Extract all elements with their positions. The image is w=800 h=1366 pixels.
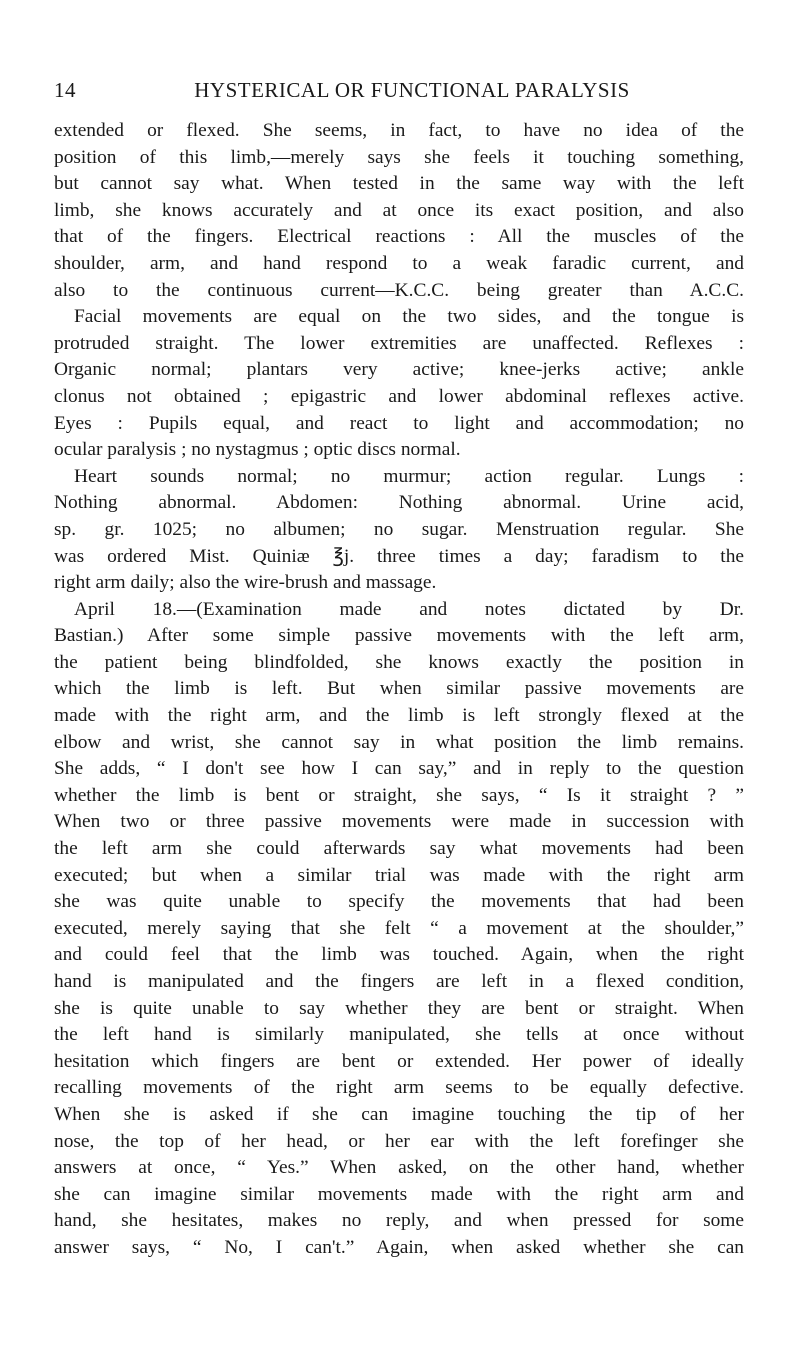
text-line: the left arm she could afterwards say what movements had been [54, 838, 744, 860]
text-line: she is quite unable to say whether they are bent or straight. When [54, 997, 744, 1019]
text-line: the left hand is similarly manipulated, she tells at once without [54, 1024, 744, 1046]
text-line: which the limb is left. But when similar passive movements are [54, 678, 744, 700]
text-line: hesitation which fingers are bent or extended. Her power of ideally [54, 1050, 744, 1072]
text-line: the patient being blindfolded, she knows exactly the position in [54, 651, 744, 673]
text-line: she can imagine similar movements made with the right arm and [54, 1183, 744, 1205]
text-line: Bastian.) After some simple passive movements with the left arm, [54, 625, 744, 647]
text-line: right arm daily; also the wire-brush and massage. [54, 572, 437, 594]
text-line: answer says, “ No, I can't.” Again, when asked whether she can [54, 1236, 744, 1258]
text-line: that of the fingers. Electrical reactions : All the muscles of the [54, 226, 744, 248]
text-line: When two or three passive movements were made in succession with [54, 811, 744, 833]
text-line: also to the continuous current—K.C.C. being greater than A.C.C. [54, 279, 744, 301]
text-line: clonus not obtained ; epigastric and lower abdominal reflexes active. [54, 385, 744, 407]
text-line: Nothing abnormal. Abdomen: Nothing abnormal. Urine acid, [54, 492, 744, 514]
text-line: extended or flexed. She seems, in fact, to have no idea of the [54, 120, 744, 141]
text-line: Organic normal; plantars very active; knee-jerks active; ankle [54, 359, 744, 381]
page-number: 14 [54, 78, 76, 102]
text-line: executed; but when a similar trial was made with the right arm [54, 864, 744, 886]
text-line: but cannot say what. When tested in the same way with the left [54, 173, 744, 195]
text-line: hand is manipulated and the fingers are left in a flexed condition, [54, 971, 744, 992]
text-line: sp. gr. 1025; no albumen; no sugar. Menstruation regular. She [54, 518, 744, 540]
text-line: Facial movements are equal on the two sides, and the tongue is [74, 306, 744, 328]
text-line: recalling movements of the right arm seems to be equally defective. [54, 1077, 744, 1099]
text-line: shoulder, arm, and hand respond to a weak faradic current, and [54, 252, 744, 274]
text-line: ocular paralysis ; no nystagmus ; optic discs normal. [54, 439, 461, 461]
text-line: When she is asked if she can imagine touching the tip of her [54, 1103, 744, 1125]
text-line: hand, she hesitates, makes no reply, and when pressed for some [54, 1210, 744, 1232]
text-line: elbow and wrist, she cannot say in what position the limb remains. [54, 731, 744, 753]
text-line: executed, merely saying that she felt “ a movement at the shoulder,” [54, 917, 744, 939]
text-line: limb, she knows accurately and at once its exact position, and also [54, 199, 744, 221]
running-head [54, 78, 740, 108]
text-line: was ordered Mist. Quiniæ ℥j. three times a day; faradism to the [54, 545, 744, 567]
text-line: April 18.—(Examination made and notes dictated by Dr. [74, 598, 744, 620]
text-line: nose, the top of her head, or her ear with the left forefinger she [54, 1130, 744, 1152]
text-line: Heart sounds normal; no murmur; action regular. Lungs : [74, 465, 744, 487]
text-line: answers at once, “ Yes.” When asked, on the other hand, whether [54, 1157, 744, 1179]
text-line: Eyes : Pupils equal, and react to light and accommodation; no [54, 412, 744, 434]
text-line: made with the right arm, and the limb is left strongly flexed at the [54, 705, 744, 727]
text-line: and could feel that the limb was touched. Again, when the right [54, 944, 744, 966]
text-line: whether the limb is bent or straight, she says, “ Is it straight ? ” [54, 784, 744, 806]
text-line: She adds, “ I don't see how I can say,” and in reply to the question [54, 758, 744, 780]
text-line: protruded straight. The lower extremities are unaffected. Reflexes : [54, 332, 744, 354]
text-line: position of this limb,—merely says she feels it touching something, [54, 146, 744, 168]
text-line: she was quite unable to specify the movements that had been [54, 891, 744, 913]
running-title: HYSTERICAL OR FUNCTIONAL PARALYSIS [194, 78, 630, 102]
body-text [54, 118, 744, 1262]
